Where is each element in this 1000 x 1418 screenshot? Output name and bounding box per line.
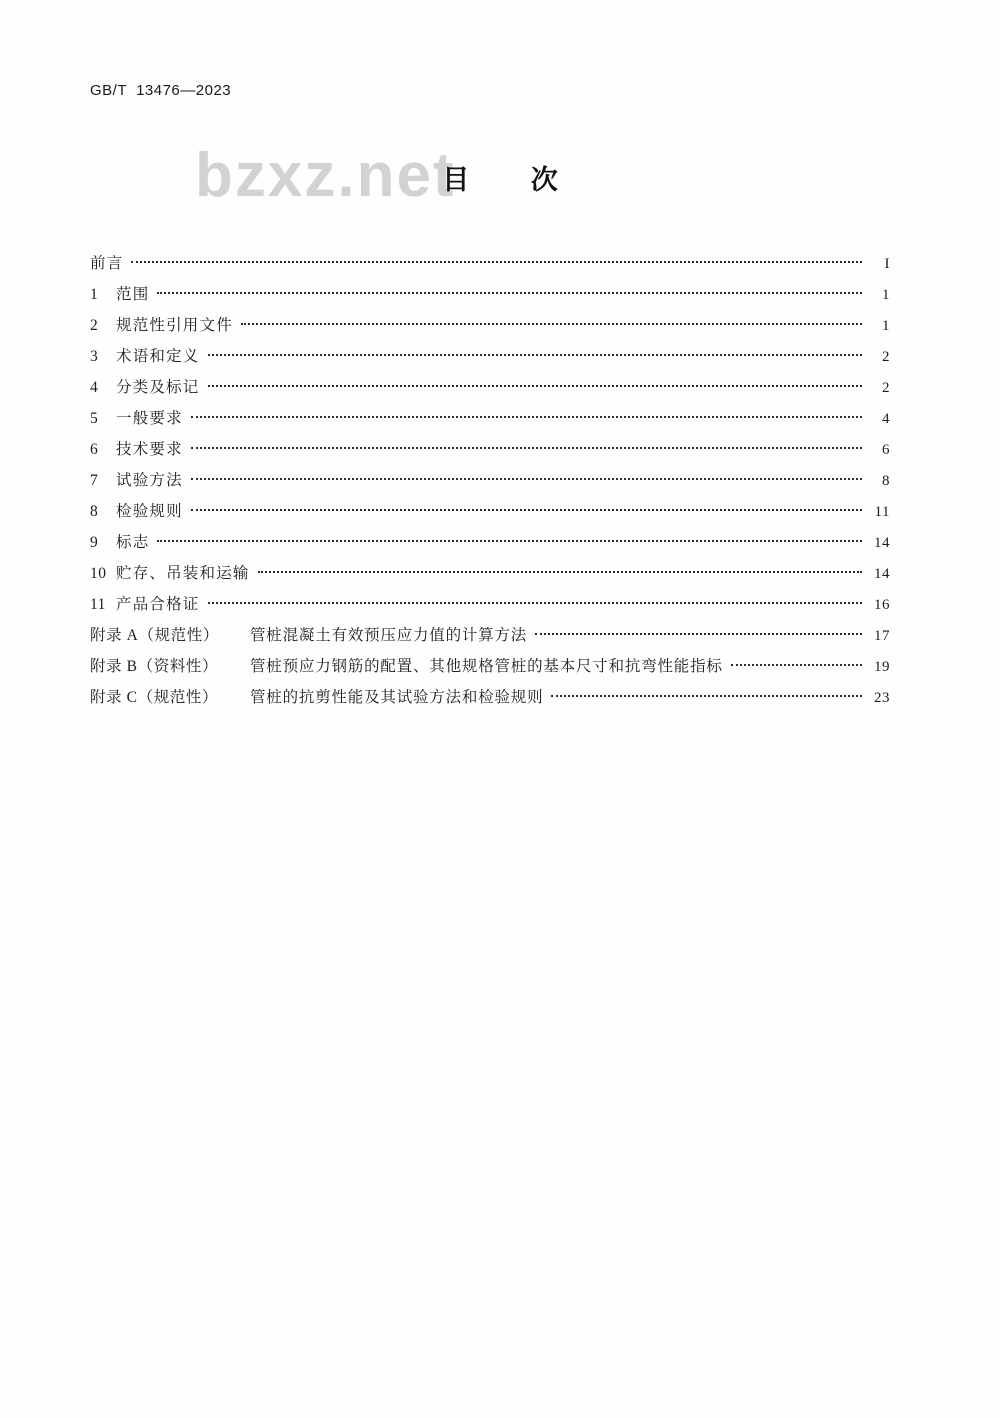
toc-entry-number: 11 — [90, 596, 106, 613]
dot-leader — [258, 563, 862, 579]
dot-leader — [208, 377, 862, 393]
standard-number: GB/T 13476—2023 — [90, 82, 232, 99]
dot-leader — [191, 470, 862, 486]
table-of-contents — [90, 248, 890, 713]
toc-entry[interactable] — [90, 465, 890, 496]
dot-leader — [191, 439, 862, 455]
dot-leader — [208, 346, 862, 362]
toc-entry-page: 8 — [882, 473, 890, 489]
toc-entry[interactable] — [90, 341, 890, 372]
toc-entry-page: 14 — [874, 535, 890, 551]
toc-entry-page: 17 — [874, 628, 890, 644]
toc-entry-label: 试验方法 — [116, 472, 183, 489]
toc-entry-page: 2 — [882, 380, 890, 396]
toc-entry-page: 14 — [874, 566, 890, 582]
toc-entry-number: 4 — [90, 379, 99, 396]
toc-entry[interactable] — [90, 589, 890, 620]
toc-entry-number: 1 — [90, 286, 99, 303]
toc-entry-label: 产品合格证 — [116, 596, 200, 613]
toc-entry-number: 5 — [90, 410, 99, 427]
toc-entry-number: 3 — [90, 348, 99, 365]
annex-title: 管桩混凝土有效预压应力值的计算方法 — [250, 627, 528, 644]
dot-leader — [241, 315, 862, 331]
toc-entry[interactable] — [90, 558, 890, 589]
toc-entry-number: 9 — [90, 534, 99, 551]
toc-entry-label: 一般要求 — [116, 410, 183, 427]
toc-entry-label: 范围 — [116, 286, 150, 303]
toc-entry-page: 11 — [874, 504, 890, 520]
toc-entry-label: 贮存、吊装和运输 — [116, 565, 250, 582]
toc-entry-page: I — [884, 256, 890, 272]
toc-entry-page: 19 — [874, 659, 890, 675]
dot-leader — [731, 656, 862, 672]
toc-entry[interactable] — [90, 372, 890, 403]
toc-entry-page: 1 — [882, 318, 890, 334]
toc-entry-annex[interactable] — [90, 620, 890, 651]
dot-leader — [191, 408, 862, 424]
dot-leader — [551, 687, 862, 703]
toc-entry[interactable] — [90, 279, 890, 310]
toc-entry[interactable] — [90, 310, 890, 341]
dot-leader — [535, 625, 862, 641]
dot-leader — [157, 284, 862, 300]
toc-entry-label: 规范性引用文件 — [116, 317, 233, 334]
toc-entry-label: 前言 — [90, 255, 124, 272]
toc-entry-page: 4 — [882, 411, 890, 427]
page-title: 目 次 — [442, 165, 584, 196]
annex-name: 附录 A（规范性） — [90, 627, 219, 644]
toc-entry-label: 标志 — [116, 534, 150, 551]
toc-entry[interactable] — [90, 527, 890, 558]
watermark-text: bzxz.net — [195, 141, 456, 210]
toc-entry-page: 16 — [874, 597, 890, 613]
dot-leader — [157, 532, 862, 548]
dot-leader — [131, 253, 862, 269]
annex-title: 管桩的抗剪性能及其试验方法和检验规则 — [250, 689, 544, 706]
dot-leader — [208, 594, 862, 610]
toc-entry-label: 分类及标记 — [116, 379, 200, 396]
annex-name: 附录 B（资料性） — [90, 658, 219, 675]
toc-entry-page: 23 — [874, 690, 890, 706]
dot-leader — [191, 501, 862, 517]
toc-entry-annex[interactable] — [90, 651, 890, 682]
toc-entry-label: 技术要求 — [116, 441, 183, 458]
toc-entry-page: 1 — [882, 287, 890, 303]
toc-entry[interactable] — [90, 403, 890, 434]
toc-entry-number: 6 — [90, 441, 99, 458]
toc-entry-number: 8 — [90, 503, 99, 520]
toc-entry-page: 6 — [882, 442, 890, 458]
annex-title: 管桩预应力钢筋的配置、其他规格管桩的基本尺寸和抗弯性能指标 — [250, 658, 723, 675]
toc-entry[interactable] — [90, 434, 890, 465]
toc-entry[interactable] — [90, 496, 890, 527]
toc-entry[interactable] — [90, 248, 890, 279]
annex-name: 附录 C（规范性） — [90, 689, 219, 706]
toc-entry-label: 术语和定义 — [116, 348, 200, 365]
toc-entry-label: 检验规则 — [116, 503, 183, 520]
toc-entry-number: 10 — [90, 565, 107, 582]
toc-entry-page: 2 — [882, 349, 890, 365]
toc-entry-number: 2 — [90, 317, 99, 334]
toc-entry-annex[interactable] — [90, 682, 890, 713]
toc-entry-number: 7 — [90, 472, 99, 489]
